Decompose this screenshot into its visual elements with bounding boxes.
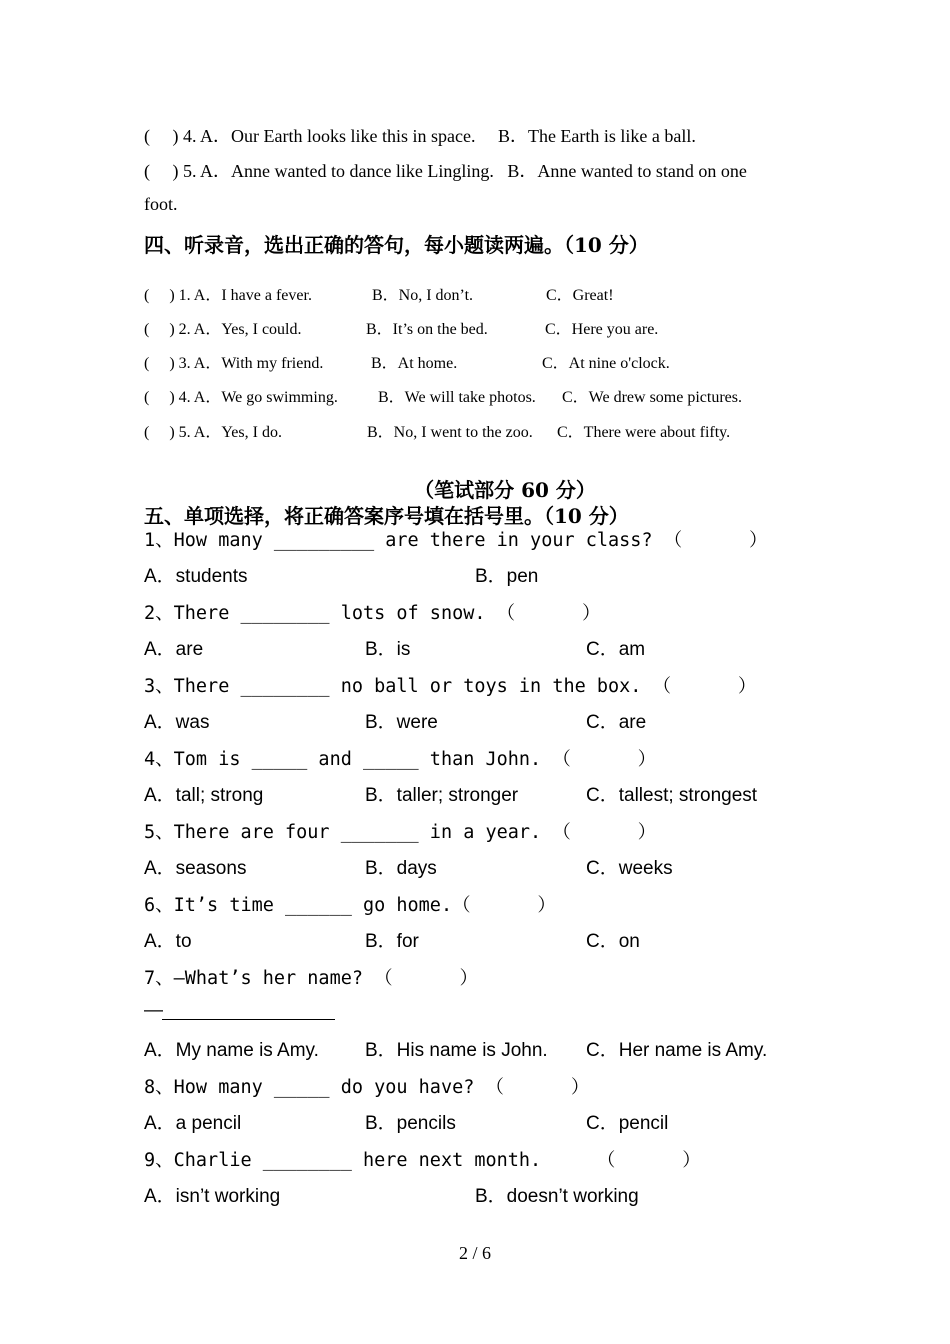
- part5-question-7: 7、—What’s her name? （ ）: [144, 968, 478, 989]
- part5-q6-option-a: A．to: [144, 931, 192, 952]
- part4-item-4-option-b: B．We will take photos.: [378, 389, 536, 406]
- part5-q9-option-a: A．isn’t working: [144, 1186, 281, 1207]
- part5-q5-option-c: C．weeks: [586, 858, 673, 879]
- part5-q2-option-b: B．is: [365, 639, 411, 660]
- part4-item-3-option-c: C．At nine o'clock.: [542, 355, 670, 372]
- part4-item-2-question: ( ) 2. A．Yes, I could.: [144, 321, 302, 338]
- part5-question-2: 2、There ________ lots of snow. （ ）: [144, 603, 601, 624]
- part5-q6-option-b: B．for: [365, 931, 419, 952]
- part5-q8-option-b: B．pencils: [365, 1113, 456, 1134]
- page-number: 2 / 6: [458, 1243, 491, 1263]
- part5-q2-option-a: A．are: [144, 639, 204, 660]
- part5-question-5: 5、There are four _______ in a year. （ ）: [144, 822, 657, 843]
- part5-heading: 五、单项选择，将正确答案序号填在括号里。（10 分）: [144, 504, 629, 528]
- part5-question-9: 9、Charlie ________ here next month. （ ）: [144, 1150, 701, 1171]
- part5-q6-option-c: C．on: [586, 931, 640, 952]
- written-section-title: （笔试部分 60 分）: [414, 478, 596, 502]
- part4-item-3-question: ( ) 3. A．With my friend.: [144, 355, 324, 372]
- part4-item-3-option-b: B．At home.: [371, 355, 458, 372]
- part5-q7-option-c: C．Her name is Amy.: [586, 1040, 768, 1061]
- part5-q4-option-c: C．tallest; strongest: [586, 785, 758, 806]
- part3-question-5: ( ) 5. A．Anne wanted to dance like Lingling. B．Anne wanted to stand on one: [144, 161, 747, 181]
- part5-q8-option-c: C．pencil: [586, 1113, 669, 1134]
- part5-q9-option-b: B．doesn’t working: [475, 1186, 639, 1207]
- part4-item-4-question: ( ) 4. A．We go swimming.: [144, 389, 338, 406]
- part4-item-2-option-c: C．Here you are.: [545, 321, 659, 338]
- part5-q7-answer-dash: —: [144, 1000, 163, 1021]
- part5-q5-option-b: B．days: [365, 858, 437, 879]
- part5-q3-option-c: C．are: [586, 712, 647, 733]
- part5-q3-option-b: B．were: [365, 712, 438, 733]
- part5-question-6: 6、It’s time ______ go home.（ ）: [144, 895, 556, 916]
- part5-q2-option-c: C．am: [586, 639, 646, 660]
- part4-item-2-option-b: B．It’s on the bed.: [366, 321, 488, 338]
- part5-q3-option-a: A．was: [144, 712, 210, 733]
- part4-item-4-option-c: C．We drew some pictures.: [562, 389, 743, 406]
- part5-q5-option-a: A．seasons: [144, 858, 247, 879]
- part4-item-5-option-c: C．There were about fifty.: [557, 424, 731, 441]
- part5-q1-option-a: A．students: [144, 566, 248, 587]
- part4-item-1-option-b: B．No, I don’t.: [372, 287, 474, 304]
- part5-q8-option-a: A．a pencil: [144, 1113, 242, 1134]
- part5-question-8: 8、How many _____ do you have? （ ）: [144, 1077, 590, 1098]
- part4-heading: 四、听录音，选出正确的答句，每小题读两遍。（10 分）: [144, 233, 649, 257]
- part5-q1-option-b: B．pen: [475, 566, 539, 587]
- part5-question-3: 3、There ________ no ball or toys in the box. （ ）: [144, 676, 757, 697]
- part3-question-4: ( ) 4. A．Our Earth looks like this in space. B．The Earth is like a ball.: [144, 126, 696, 146]
- part5-q4-option-a: A．tall; strong: [144, 785, 264, 806]
- part4-item-5-option-b: B．No, I went to the zoo.: [367, 424, 533, 441]
- part4-item-1-option-c: C．Great!: [546, 287, 614, 304]
- part5-question-1: 1、How many _________ are there in your class? （ ）: [144, 530, 768, 551]
- part3-question-5-continued: foot.: [144, 194, 178, 214]
- part5-q4-option-b: B．taller; stronger: [365, 785, 519, 806]
- part5-q7-option-a: A．My name is Amy.: [144, 1040, 319, 1061]
- part5-q7-answer-line: [162, 1019, 335, 1020]
- part5-q7-option-b: B．His name is John.: [365, 1040, 548, 1061]
- part4-item-5-question: ( ) 5. A．Yes, I do.: [144, 424, 282, 441]
- part5-question-4: 4、Tom is _____ and _____ than John. （ ）: [144, 749, 657, 770]
- part4-item-1-question: ( ) 1. A．I have a fever.: [144, 287, 312, 304]
